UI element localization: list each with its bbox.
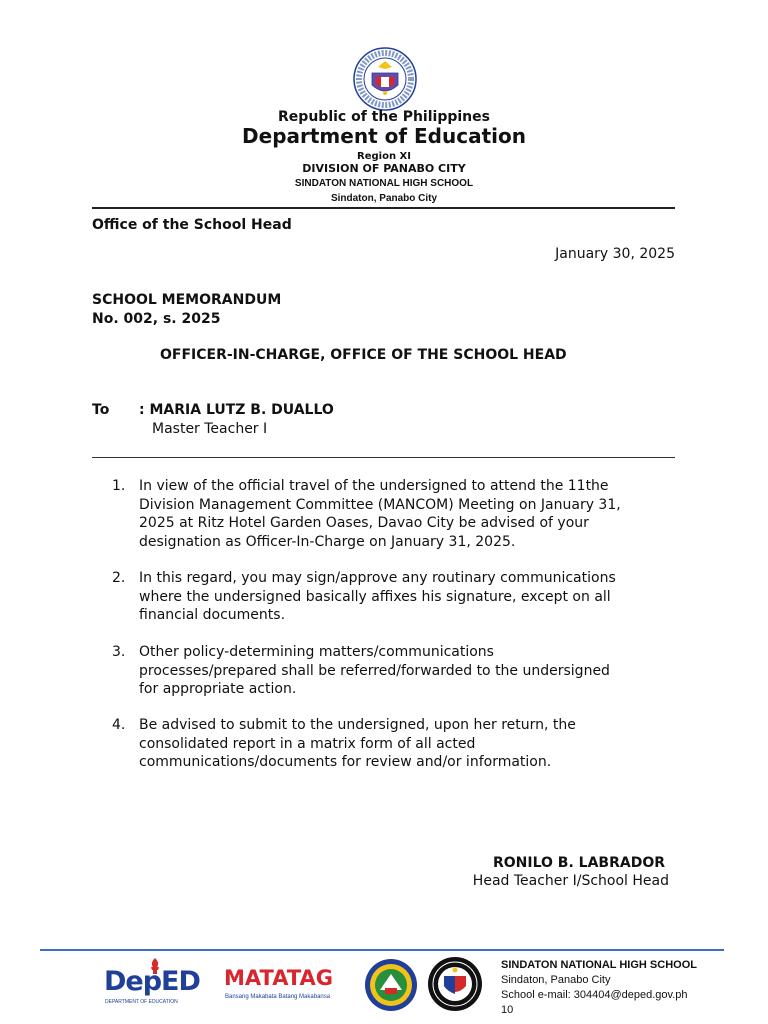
item-line: where the undersigned basically affixes his signature, except on all bbox=[139, 588, 611, 605]
deped-logo bbox=[104, 958, 210, 1008]
memo-type: SCHOOL MEMORANDUM bbox=[92, 292, 282, 308]
deped-subtext: DEPARTMENT OF EDUCATION bbox=[105, 999, 178, 1005]
memo-body-2 bbox=[112, 569, 675, 625]
matatag-logo bbox=[224, 966, 350, 1006]
department-heading: Department of Education bbox=[242, 124, 526, 148]
memo-date: January 30, 2025 bbox=[555, 246, 675, 262]
memo-body-4 bbox=[112, 716, 675, 772]
memo-body bbox=[112, 477, 675, 551]
footer-divider bbox=[40, 949, 724, 951]
deped-seal-icon bbox=[350, 47, 420, 111]
recipient-position: Master Teacher I bbox=[152, 421, 268, 437]
signatory-name: RONILO B. LABRADOR bbox=[492, 855, 665, 871]
item-line: designation as Officer-In-Charge on January 31, 2025. bbox=[139, 533, 516, 550]
memo-subject: OFFICER-IN-CHARGE, OFFICE OF THE SCHOOL HEAD bbox=[160, 347, 567, 363]
item-number: 1. bbox=[112, 478, 126, 494]
item-number: 3. bbox=[112, 644, 126, 660]
office-label: Office of the School Head bbox=[92, 217, 292, 233]
recipient-name: : MARIA LUTZ B. DUALLO bbox=[139, 402, 334, 418]
item-text bbox=[139, 716, 675, 772]
list-item bbox=[112, 477, 675, 551]
list-item bbox=[112, 569, 675, 625]
footer-school-extra: 10 bbox=[501, 1004, 514, 1016]
signatory-title: Head Teacher I/School Head bbox=[472, 873, 669, 889]
matatag-tagline: Bansang Makabata Batang Makabansa bbox=[225, 994, 331, 1000]
header-divider bbox=[92, 207, 675, 209]
school-heading: SINDATON NATIONAL HIGH SCHOOL bbox=[294, 178, 474, 189]
matatag-text: MATATAG bbox=[224, 966, 334, 990]
item-line: Division Management Committee (MANCOM) Meeting on January 31, bbox=[139, 496, 621, 513]
list-item bbox=[112, 643, 675, 699]
item-text bbox=[139, 477, 675, 551]
item-text bbox=[139, 569, 675, 625]
list-item bbox=[112, 716, 675, 772]
item-line: consolidated report in a matrix form of all acted bbox=[139, 735, 476, 752]
item-line: Other policy-determining matters/communications bbox=[139, 644, 494, 660]
item-number: 4. bbox=[112, 717, 126, 733]
item-number: 2. bbox=[112, 570, 126, 586]
item-line: In view of the official travel of the undersigned to attend the 11the bbox=[139, 478, 609, 494]
footer-school-name: SINDATON NATIONAL HIGH SCHOOL bbox=[501, 959, 697, 971]
footer-school-email: School e-mail: 304404@deped.gov.ph bbox=[501, 989, 688, 1001]
item-line: 2025 at Ritz Hotel Garden Oases, Davao City be advised of your bbox=[139, 515, 589, 531]
division-heading: DIVISION OF PANABO CITY bbox=[302, 162, 466, 175]
item-line: communications/documents for review and/or information. bbox=[139, 754, 552, 770]
division-seal-icon bbox=[362, 958, 420, 1012]
republic-heading: Republic of the Philippines bbox=[278, 109, 490, 125]
item-line: In this regard, you may sign/approve any routinary communications bbox=[139, 570, 616, 586]
to-label: To bbox=[92, 402, 110, 418]
school-address-heading: Sindaton, Panabo City bbox=[330, 193, 438, 204]
item-line: processes/prepared shall be referred/forwarded to the undersigned bbox=[139, 662, 610, 679]
item-line: for appropriate action. bbox=[139, 681, 297, 697]
item-line: financial documents. bbox=[139, 607, 286, 623]
item-line: Be advised to submit to the undersigned, upon her return, the bbox=[139, 717, 576, 733]
item-text bbox=[139, 643, 675, 699]
deped-logo-text: DepED bbox=[104, 966, 200, 997]
footer-school-address: Sindaton, Panabo City bbox=[501, 974, 611, 986]
memo-body-3 bbox=[112, 643, 675, 699]
recipient-divider bbox=[92, 457, 675, 458]
region-heading: Region XI bbox=[357, 151, 411, 162]
memo-number: No. 002, s. 2025 bbox=[92, 311, 221, 327]
school-seal-icon bbox=[426, 956, 484, 1012]
